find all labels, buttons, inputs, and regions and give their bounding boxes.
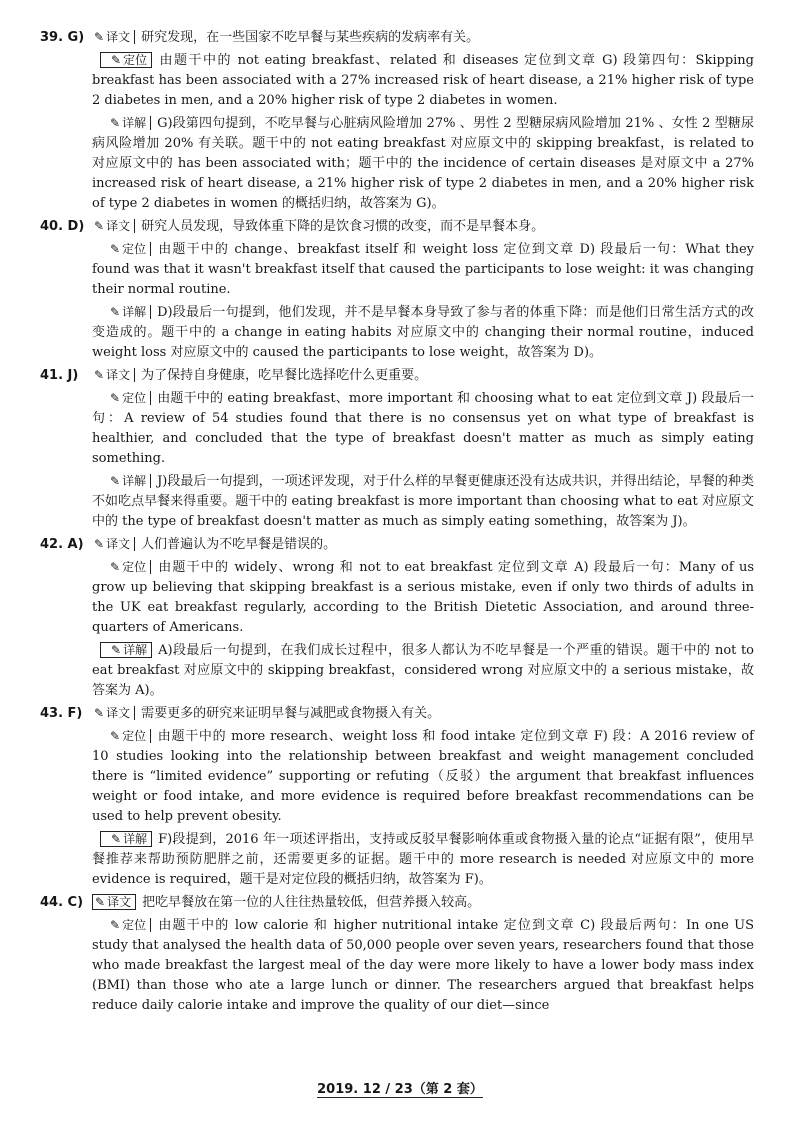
translation-text: 需要更多的研究来证明早餐与减肥或食物摄入有关。 [141, 706, 441, 721]
question-number: 39. G) [40, 30, 85, 45]
pen-icon: ✎ [95, 895, 106, 909]
pen-icon: ✎ [94, 30, 105, 44]
explain-paragraph [92, 641, 754, 701]
footer-date: 2019. 12 / 23（第 2 套） [317, 1082, 483, 1097]
question-number: 42. A) [40, 537, 84, 552]
explain-tag: ✎ 详解 [100, 642, 152, 658]
explain-tag: ✎ 详解 [100, 474, 151, 488]
answer-item-42 [40, 535, 754, 701]
answer-explanations [40, 28, 754, 1019]
pen-icon: ✎ [110, 305, 121, 319]
locate-paragraph [92, 727, 754, 827]
pen-icon: ✎ [110, 242, 121, 256]
page-footer [0, 1078, 800, 1097]
locate-text: 由题干中的 not eating breakfast、related 和 diseases 定位到文章 G) 段第四句：Skipping breakfast has been associated with a 27% increased risk of heart disease, a 21% higher risk of type 2 diabetes in men, and a 20% higher risk of type 2 diabetes in women. [92, 53, 754, 108]
pen-icon: ✎ [94, 368, 105, 382]
explain-tag: ✎ 详解 [100, 831, 152, 847]
translation-tag: ✎ 译文 [92, 368, 135, 382]
explain-text: D)段最后一句提到，他们发现，并不是早餐本身导致了参与者的体重下降：而是他们日常生活方式的改变造成的。题干中的 a change in eating habits 对应原文中的 changing their normal routine，induced weight loss 对应原文中的 caused the participants to lose weight，故答案为 D)。 [92, 305, 754, 360]
locate-tag: ✎ 定位 [100, 242, 151, 256]
pen-icon: ✎ [111, 643, 122, 657]
translation-text: 把吃早餐放在第一位的人往往热量较低，但营养摄入较高。 [142, 895, 481, 910]
locate-paragraph [92, 240, 754, 300]
locate-tag: ✎ 定位 [100, 52, 152, 68]
pen-icon: ✎ [94, 219, 105, 233]
translation-tag: ✎ 译文 [92, 706, 135, 720]
pen-icon: ✎ [110, 560, 121, 574]
locate-paragraph [92, 389, 754, 469]
explain-text: G)段第四句提到，不吃早餐与心脏病风险增加 27% 、男性 2 型糖尿病风险增加 21% 、女性 2 型糖尿病风险增加 20% 有关联。题干中的 not eating breakfast 对应原文中的 skipping breakfast，is related to 对应原文中的 has been associated with；题干中的 the incidence of certain diseases 是对原文中 a 27% increased risk of heart disease, a 21% higher risk of type 2 diabetes in men, and a 20% higher risk of type 2 diabetes in women 的概括归纳，故答案为 G)。 [92, 116, 754, 211]
explain-text: F)段提到，2016 年一项述评指出，支持或反驳早餐影响体重或食物摄入量的论点“证据有限”，使用早餐推荐来帮助预防肥胖之前，还需要更多的证据。题干中的 more research is needed 对应原文中的 more evidence is required，题干是对定位段的概括归纳，故答案为 F)。 [92, 832, 754, 887]
answer-item-40 [40, 217, 754, 363]
explain-tag: ✎ 详解 [100, 116, 151, 130]
translation-text: 人们普遍认为不吃早餐是错误的。 [141, 537, 337, 552]
pen-icon: ✎ [94, 537, 105, 551]
locate-text: 由题干中的 more research、weight loss 和 food intake 定位到文章 F) 段：A 2016 review of 10 studies looking into the relationship between breakfast and weight management concluded there is “limited evidence” supporting or refuting（反驳）the argument that breakfast influences weight or food intake, and more evidence is required before breakfast recommendations can be used to help prevent obesity. [92, 729, 754, 824]
locate-tag: ✎ 定位 [100, 560, 151, 574]
locate-tag: ✎ 定位 [100, 729, 151, 743]
answer-item-43 [40, 704, 754, 890]
explain-paragraph [92, 830, 754, 890]
translation-tag: ✎ 译文 [92, 537, 135, 551]
question-number: 41. J) [40, 368, 79, 383]
explain-paragraph [92, 303, 754, 363]
pen-icon: ✎ [110, 391, 121, 405]
explain-text: A)段最后一句提到，在我们成长过程中，很多人都认为不吃早餐是一个严重的错误。题干中的 not to eat breakfast 对应原文中的 skipping breakfast，considered wrong 对应原文中的 a serious mistake，故答案为 A)。 [92, 643, 754, 698]
locate-paragraph [92, 916, 754, 1016]
translation-tag: ✎ 译文 [92, 30, 135, 44]
translation-text: 研究人员发现，导致体重下降的是饮食习惯的改变，而不是早餐本身。 [141, 219, 545, 234]
locate-tag: ✎ 定位 [100, 918, 151, 932]
question-number: 43. F) [40, 706, 83, 721]
pen-icon: ✎ [111, 832, 122, 846]
pen-icon: ✎ [110, 116, 121, 130]
pen-icon: ✎ [110, 729, 121, 743]
locate-text: 由题干中的 change、breakfast itself 和 weight loss 定位到文章 D) 段最后一句：What they found was that it wasn't breakfast itself that caused the participants to lose weight: it was changing their normal routine. [92, 242, 754, 297]
question-number: 44. C) [40, 895, 84, 910]
pen-icon: ✎ [111, 53, 122, 67]
translation-text: 研究发现，在一些国家不吃早餐与某些疾病的发病率有关。 [141, 30, 480, 45]
translation-text: 为了保持自身健康，吃早餐比选择吃什么更重要。 [141, 368, 428, 383]
explain-tag: ✎ 详解 [100, 305, 151, 319]
answer-item-39 [40, 28, 754, 214]
locate-text: 由题干中的 eating breakfast、more important 和 choosing what to eat 定位到文章 J) 段最后一句：A review of 54 studies found that there is no consensus yet on what type of breakfast is healthier, and concluded that the type of breakfast doesn't matter as much as simply eating something. [92, 391, 754, 466]
locate-tag: ✎ 定位 [100, 391, 151, 405]
question-number: 40. D) [40, 219, 85, 234]
explain-paragraph [92, 472, 754, 532]
pen-icon: ✎ [110, 918, 121, 932]
answer-item-44 [40, 893, 754, 1016]
translation-tag: ✎ 译文 [92, 894, 136, 910]
locate-paragraph [92, 51, 754, 111]
pen-icon: ✎ [94, 706, 105, 720]
locate-paragraph [92, 558, 754, 638]
explain-paragraph [92, 114, 754, 214]
pen-icon: ✎ [110, 474, 121, 488]
locate-text: 由题干中的 low calorie 和 higher nutritional intake 定位到文章 C) 段最后两句：In one US study that analysed the health data of 50,000 people over seven years, researchers found that those who made breakfast the largest meal of the day were more likely to have a lower body mass index (BMI) than those who ate a large lunch or dinner. The researchers argued that breakfast helps reduce daily calorie intake and improve the quality of our diet—since [92, 918, 754, 1013]
explain-text: J)段最后一句提到，一项述评发现，对于什么样的早餐更健康还没有达成共识，并得出结论，早餐的种类不如吃点早餐来得重要。题干中的 eating breakfast is more important than choosing what to eat 对应原文中的 the type of breakfast doesn't matter as much as simply eating something，故答案为 J)。 [92, 474, 754, 529]
translation-tag: ✎ 译文 [92, 219, 135, 233]
locate-text: 由题干中的 widely、wrong 和 not to eat breakfast 定位到文章 A) 段最后一句：Many of us grow up believing that skipping breakfast is a serious mistake, even if only two thirds of adults in the UK eat breakfast regularly, according to the British Dietetic Association, and around three-quarters of Americans. [92, 560, 754, 635]
answer-item-41 [40, 366, 754, 532]
